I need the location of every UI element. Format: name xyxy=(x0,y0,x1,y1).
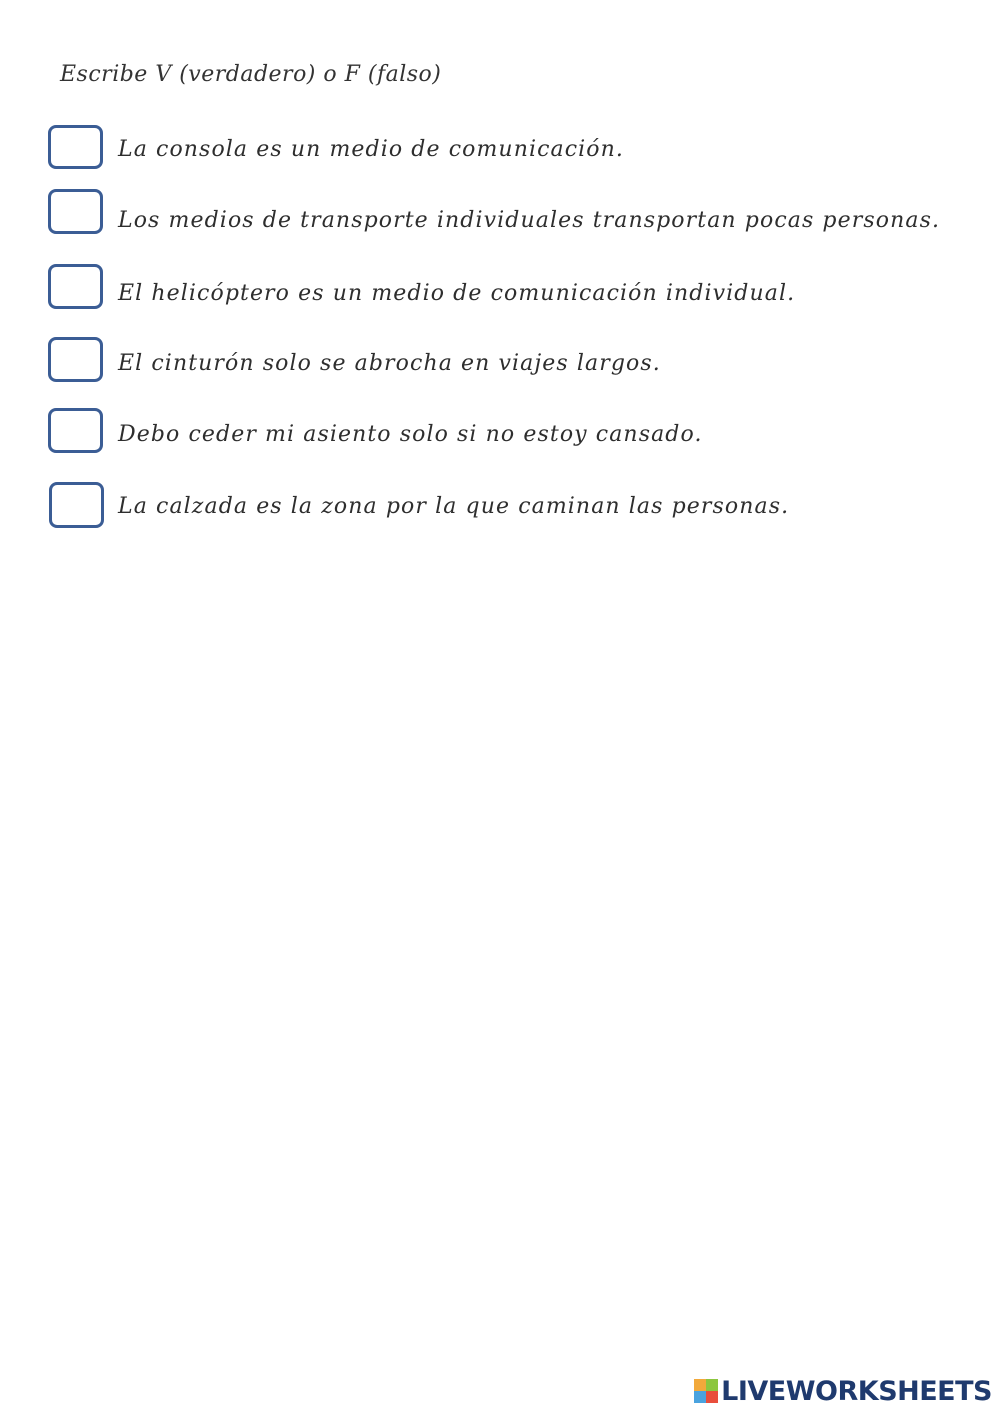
statement-text: El helicóptero es un medio de comunicación individual. xyxy=(118,281,796,306)
answer-box[interactable] xyxy=(49,482,104,528)
logo-square xyxy=(694,1391,706,1403)
answer-box[interactable] xyxy=(48,337,103,382)
instruction-text: Escribe V (verdadero) o F (falso) xyxy=(60,62,442,87)
logo-square xyxy=(706,1391,718,1403)
statement-text: Debo ceder mi asiento solo si no estoy cansado. xyxy=(118,422,703,447)
statement-text: Los medios de transporte individuales transportan pocas personas. xyxy=(118,208,941,233)
statement-text: El cinturón solo se abrocha en viajes largos. xyxy=(118,351,661,376)
statement-text: La calzada es la zona por la que caminan las personas. xyxy=(118,494,790,519)
answer-box[interactable] xyxy=(48,189,103,234)
logo-square xyxy=(694,1379,706,1391)
answer-box[interactable] xyxy=(48,408,103,453)
statement-row xyxy=(48,337,978,385)
statement-row xyxy=(48,125,978,173)
statement-text: La consola es un medio de comunicación. xyxy=(118,137,625,162)
statement-row xyxy=(49,482,979,530)
answer-box[interactable] xyxy=(48,264,103,309)
statement-row xyxy=(48,189,978,237)
liveworksheets-brand xyxy=(694,1374,992,1408)
statement-row xyxy=(48,264,978,312)
liveworksheets-logo-icon xyxy=(694,1379,718,1403)
statement-row xyxy=(48,408,978,456)
logo-square xyxy=(706,1379,718,1391)
answer-box[interactable] xyxy=(48,125,103,169)
brand-name: LIVEWORKSHEETS xyxy=(721,1375,992,1407)
